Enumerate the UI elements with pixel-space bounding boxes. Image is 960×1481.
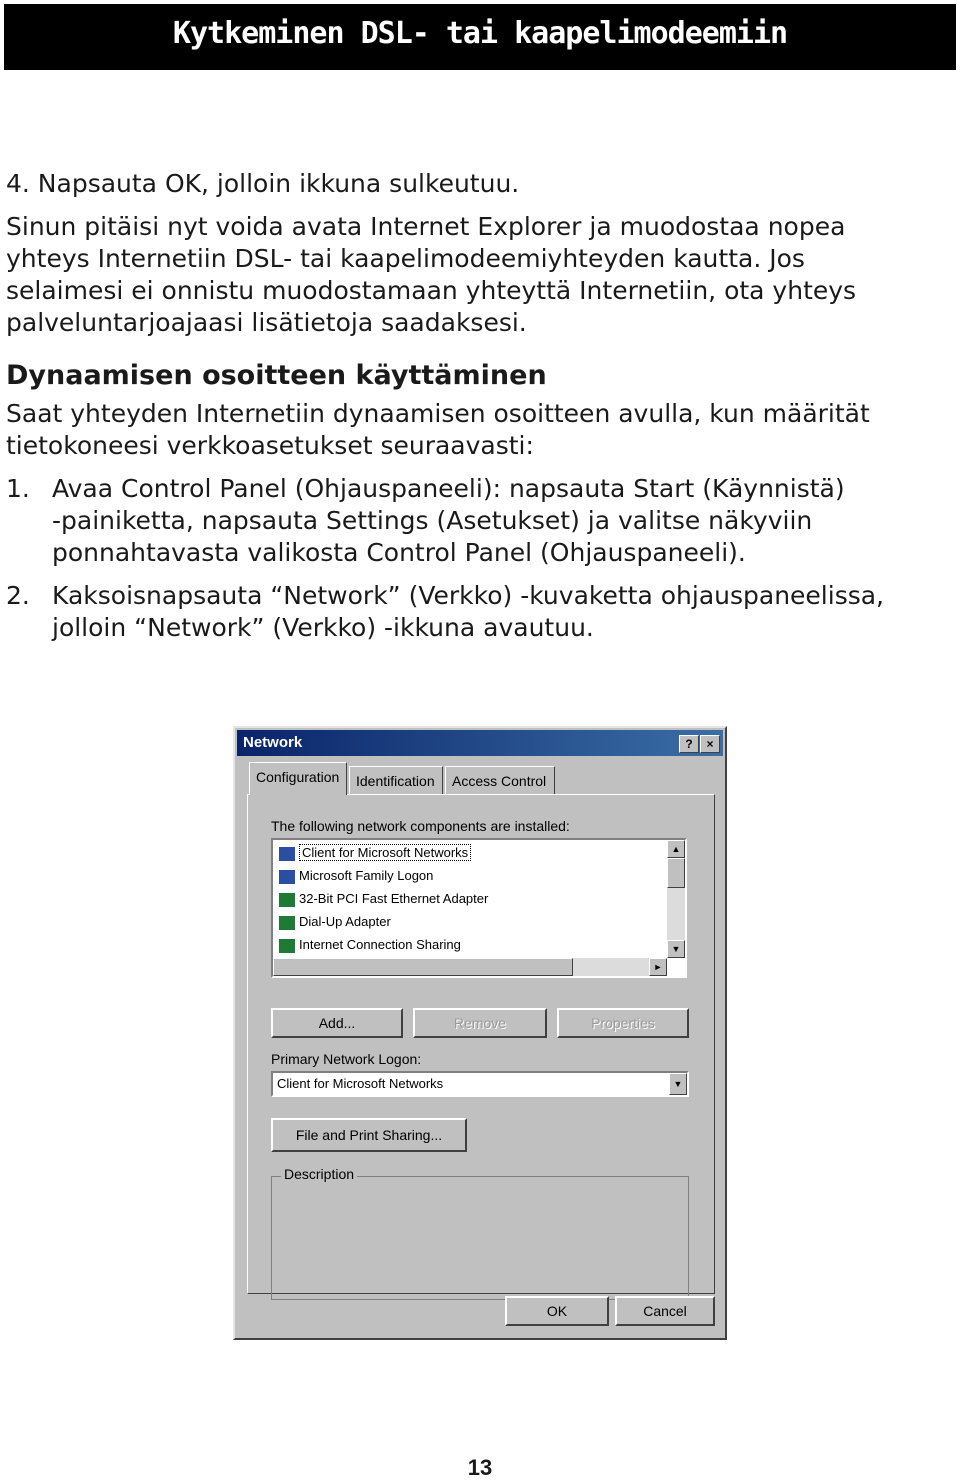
add-button[interactable]: Add...: [271, 1008, 403, 1038]
tab-access-control[interactable]: Access Control: [445, 766, 555, 794]
primary-logon-value: Client for Microsoft Networks: [277, 1076, 444, 1091]
components-list[interactable]: [271, 838, 687, 978]
tab-identification[interactable]: Identification: [349, 766, 443, 794]
remove-button[interactable]: Remove: [413, 1008, 547, 1038]
step-line: Kaksoisnapsauta “Network” (Verkko) -kuvaketta ohjauspaneelissa,: [52, 581, 885, 610]
step-line: -painiketta, napsauta Settings (Asetukset) ja valitse näkyviin: [52, 506, 813, 535]
step-1-number: 1.: [6, 474, 30, 503]
intro-line: palveluntarjoajaasi lisätietoja saadaksesi.: [6, 308, 527, 337]
client-icon: [279, 847, 295, 861]
client-icon: [279, 870, 295, 884]
dialog-titlebar: [237, 730, 723, 756]
horizontal-scrollbar[interactable]: [273, 958, 667, 976]
section-paragraph: [6, 398, 936, 462]
header-bar: [4, 4, 956, 70]
cancel-button[interactable]: Cancel: [615, 1296, 715, 1326]
vertical-scrollbar[interactable]: [667, 840, 685, 958]
tab-configuration[interactable]: Configuration: [249, 762, 347, 795]
primary-logon-select[interactable]: [271, 1071, 689, 1097]
hscroll-thumb[interactable]: [273, 958, 573, 976]
properties-button[interactable]: Properties: [557, 1008, 689, 1038]
step-line: jolloin “Network” (Verkko) -ikkuna avautuu.: [52, 613, 594, 642]
list-item[interactable]: 32-Bit PCI Fast Ethernet Adapter: [279, 888, 488, 910]
intro-line: Sinun pitäisi nyt voida avata Internet Explorer ja muodostaa nopea: [6, 212, 846, 241]
step-2-text: [52, 580, 942, 644]
step-2-number: 2.: [6, 581, 30, 610]
primary-logon-label: Primary Network Logon:: [271, 1051, 422, 1067]
intro-line: yhteys Internetiin DSL- tai kaapelimodeemiyhteyden kautta. Jos: [6, 244, 805, 273]
scroll-right-icon[interactable]: ►: [649, 958, 667, 976]
close-button[interactable]: ×: [700, 735, 720, 753]
components-label: The following network components are installed:: [271, 818, 570, 834]
dialog-title: Network: [243, 734, 303, 751]
scroll-up-icon[interactable]: ▲: [667, 840, 685, 858]
intro-line: selaimesi ei onnistu muodostamaan yhteyttä Internetiin, ota yhteys: [6, 276, 857, 305]
scroll-thumb[interactable]: [667, 858, 685, 888]
adapter-icon: [279, 916, 295, 930]
page-number: 13: [467, 1455, 493, 1480]
step-4-text: 4. Napsauta OK, jolloin ikkuna sulkeutuu.: [6, 169, 520, 198]
adapter-icon: [279, 893, 295, 907]
network-dialog: [233, 726, 727, 1340]
help-button[interactable]: ?: [679, 735, 699, 753]
chevron-down-icon[interactable]: ▼: [669, 1073, 687, 1095]
description-group: [271, 1176, 689, 1300]
description-label: Description: [281, 1166, 357, 1182]
ok-button[interactable]: OK: [505, 1296, 609, 1326]
list-item[interactable]: Dial-Up Adapter: [279, 911, 391, 933]
adapter-icon: [279, 939, 295, 953]
section-heading: Dynaamisen osoitteen käyttäminen: [6, 360, 547, 391]
intro-paragraph: [6, 211, 936, 339]
list-item[interactable]: Client for Microsoft Networks: [279, 842, 471, 864]
step-line: Avaa Control Panel (Ohjauspaneeli): napsauta Start (Käynnistä): [52, 474, 845, 503]
list-item[interactable]: Microsoft Family Logon: [279, 865, 433, 887]
header-title: Kytkeminen DSL- tai kaapelimodeemiin: [172, 16, 788, 51]
step-1-text: [52, 473, 942, 569]
section-line: Saat yhteyden Internetiin dynaamisen osoitteen avulla, kun määrität: [6, 399, 870, 428]
file-print-sharing-button[interactable]: File and Print Sharing...: [271, 1118, 467, 1152]
scroll-down-icon[interactable]: ▼: [667, 940, 685, 958]
list-item[interactable]: Internet Connection Sharing: [279, 934, 461, 956]
section-line: tietokoneesi verkkoasetukset seuraavasti:: [6, 431, 534, 460]
step-line: ponnahtavasta valikosta Control Panel (Ohjauspaneeli).: [52, 538, 746, 567]
